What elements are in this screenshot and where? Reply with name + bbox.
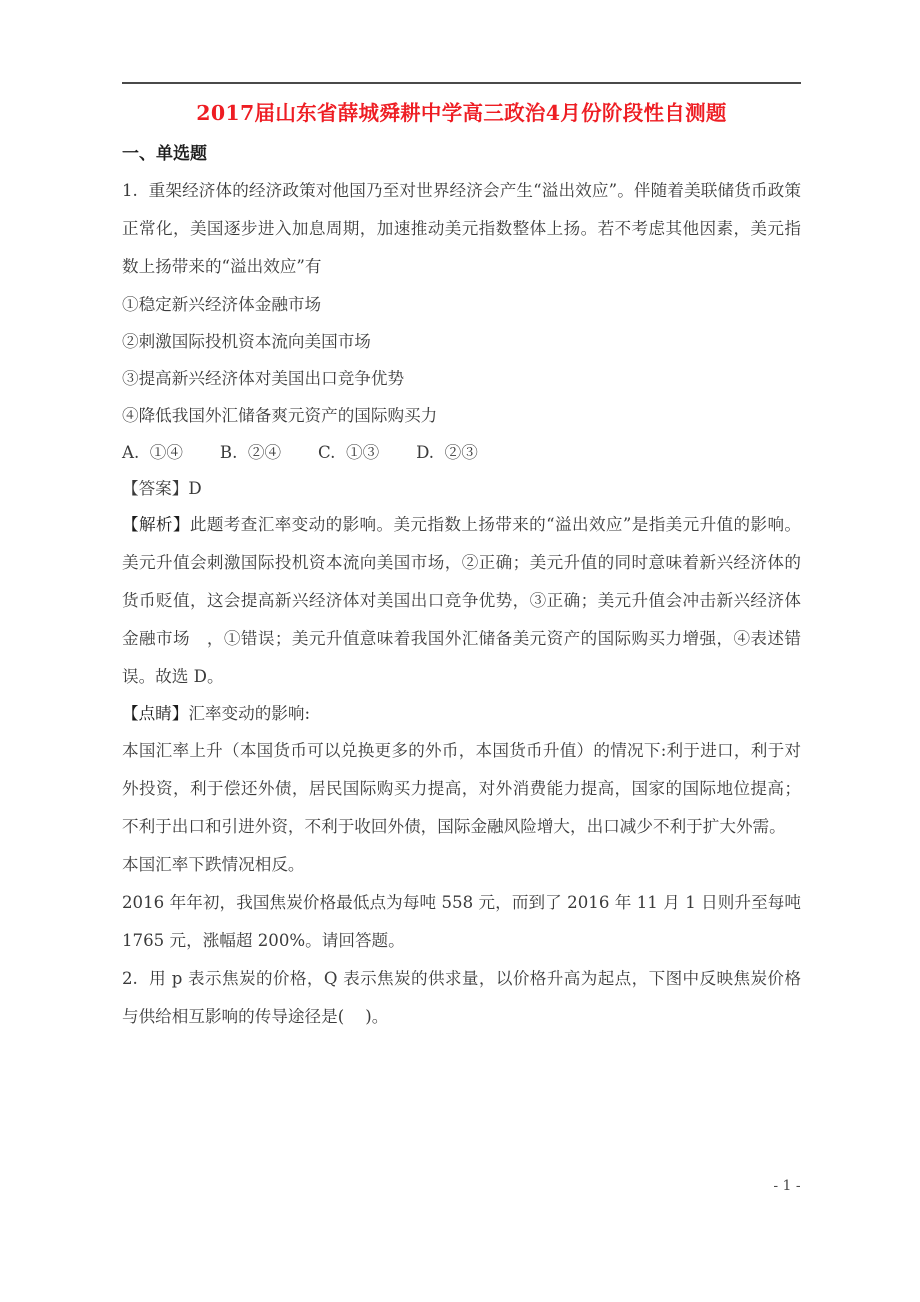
header-divider [122,82,801,84]
material-passage: 2016 年年初，我国焦炭价格最低点为每吨 558 元，而到了 2016 年 11 月 1 日则升至每吨 1765 元，涨幅超 200%。请回答题。 [122,893,807,950]
section-heading-single-choice: 一、单选题 [122,144,207,164]
question-1-answer-choices: A. ①④ B. ②④ C. ①③ D. ②③ [122,443,478,462]
question-2-stem: 2. 用 p 表示焦炭的价格，Q 表示焦炭的供求量，以价格升高为起点，下图中反映焦炭价格与供给相互影响的传导途径是( )。 [122,969,801,1026]
tip-label: 【点睛】 [122,704,189,723]
answer-value: D [188,479,202,498]
question-1-analysis [122,506,801,696]
analysis-text: 此题考查汇率变动的影响。美元指数上扬带来的“溢出效应”是指美元升值的影响。美元升值会刺激国际投机资本流向美国市场，②正确；美元升值的同时意味着新兴经济体的货币贬值，这会提高新兴经济体对美国出口竞争优势，③正确；美元升值会冲击新兴经济体金融市场 ，①错误；美元升值意味着我国外汇储备美元资产的国际购买力增强，④表述错误。故选 D。 [122,515,802,686]
question-1-stem: 1. 重架经济体的经济政策对他国乃至对世界经济会产生“溢出效应”。伴随着美联储货币政策正常化，美国逐步进入加息周期，加速推动美元指数整体上扬。若不考虑其他因素，美元指数上扬带来的“溢出效应”有 [122,181,801,276]
tip-title: 汇率变动的影响: [188,704,311,723]
question-1-tip-heading [122,696,801,732]
question-1-option-4: ④降低我国外汇储备爽元资产的国际购买力 [122,406,438,425]
question-1-tip-body: 本国汇率上升（本国货币可以兑换更多的外币，本国货币升值）的情况下:利于进口，利于对外投资，利于偿还外债，居民国际购买力提高，对外消费能力提高，国家的国际地位提高；不利于出口和引进外资，不利于收回外债，国际金融风险增大，出口减少不利于扩大外需。 [122,741,801,836]
question-1-answer-row [122,472,801,506]
analysis-label: 【解析】 [122,515,190,534]
page-number: - 1 - [773,1178,801,1194]
page-title: 2017届山东省薛城舜耕中学高三政治4月份阶段性自测题 [196,101,727,125]
answer-label: 【答案】 [122,479,189,498]
question-1-option-3: ③提高新兴经济体对美国出口竞争优势 [122,369,405,388]
question-1-option-2: ②刺激国际投机资本流向美国市场 [122,332,371,351]
document-content [122,96,807,1036]
question-1-option-1: ①稳定新兴经济体金融市场 [122,295,322,314]
question-1-tip-body-2: 本国汇率下跌情况相反。 [122,855,305,874]
page-footer [0,1178,920,1194]
